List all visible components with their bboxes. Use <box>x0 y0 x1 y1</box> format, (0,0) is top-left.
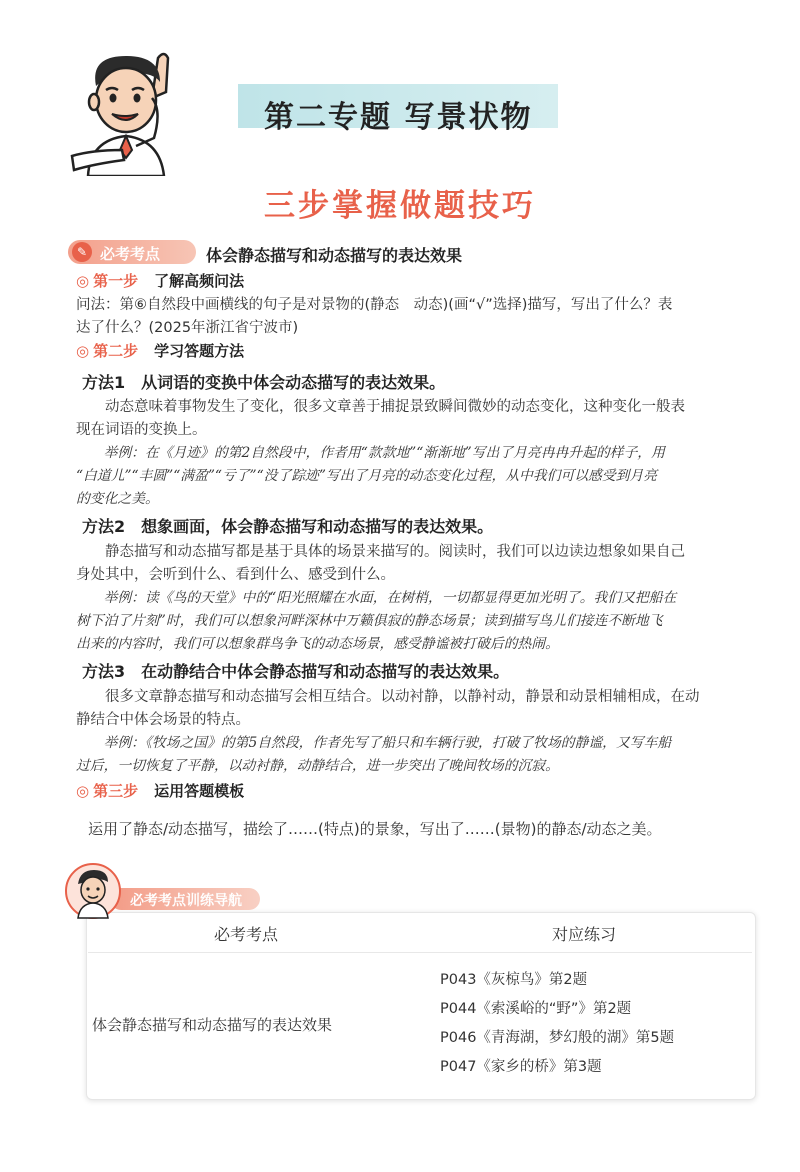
method2-heading <box>82 514 493 537</box>
step3-text: 运用答题模板 <box>154 782 245 800</box>
method2-number: 方法2 <box>82 517 126 536</box>
question-line-1: 问法：第⑥自然段中画横线的句子是对景物的(静态 动态)(画“√”选择)描写，写出了什么？表 <box>76 297 673 313</box>
method1-para-line-2: 现在词语的变换上。 <box>76 422 207 438</box>
step1-heading <box>76 270 244 291</box>
method1-heading <box>82 370 445 393</box>
page-title: 第二专题 写景状物 <box>264 100 533 135</box>
step3-bullet-icon: ◎ <box>76 782 90 800</box>
table-header-divider <box>88 952 752 953</box>
method1-number: 方法1 <box>82 373 126 392</box>
practice-item: P044《索溪峪的“野”》第2题 <box>440 1001 632 1017</box>
boy-mascot-small-illustration <box>64 862 122 920</box>
step3-heading <box>76 780 244 801</box>
method3-number: 方法3 <box>82 662 126 681</box>
method3-para-line-1: 很多文章静态描写和动态描写会相互结合。以动衬静，以静衬动，静景和动景相辅相成，在动 <box>76 689 700 705</box>
table-key-point-cell: 体会静态描写和动态描写的表达效果 <box>92 1016 333 1034</box>
method3-heading <box>82 659 509 682</box>
practice-item: P047《家乡的桥》第3题 <box>440 1059 602 1075</box>
answer-template: 运用了静态/动态描写，描绘了……(特点)的景象，写出了……(景物)的静态/动态之美。 <box>88 820 662 838</box>
col-header-key-point: 必考考点 <box>214 925 279 944</box>
step2-bullet-icon: ◎ <box>76 342 90 360</box>
method3-title: 在动静结合中体会静态描写和动态描写的表达效果。 <box>141 662 510 681</box>
step1-text: 了解高频问法 <box>154 272 245 290</box>
training-nav-table <box>86 912 756 1100</box>
method3-example-line-2: 过后，一切恢复了平静，以动衬静，动静结合，进一步突出了晚间牧场的沉寂。 <box>76 758 559 774</box>
method2-title: 想象画面，体会静态描写和动态描写的表达效果。 <box>141 517 494 536</box>
method3-example-line-1: 举例：《牧场之国》的第5自然段，作者先写了船只和车辆行驶，打破了牧场的静谧，又写车船 <box>76 735 672 751</box>
method1-title: 从词语的变换中体会动态描写的表达效果。 <box>141 373 446 392</box>
col-header-practice: 对应练习 <box>552 925 617 944</box>
boy-mascot-illustration <box>66 48 196 176</box>
method1-example-line-3: 的变化之美。 <box>76 491 159 507</box>
method1-example-line-1: 举例：在《月迹》的第2自然段中，作者用“款款地”“渐渐地”写出了月亮冉冉升起的样子，用 <box>76 445 665 461</box>
step2-heading <box>76 340 244 361</box>
pencil-icon: ✎ <box>72 242 92 262</box>
key-point-text: 体会静态描写和动态描写的表达效果 <box>206 246 463 265</box>
practice-item: P043《灰椋鸟》第2题 <box>440 972 588 988</box>
key-point-badge-label: 必考考点 <box>100 245 161 263</box>
method2-example-line-2: 树下泊了片刻”时，我们可以想象河畔深林中万籁俱寂的静态场景；读到描写鸟儿们接连不断地飞 <box>76 613 663 629</box>
step3-label: 第三步 <box>93 782 139 800</box>
step2-text: 学习答题方法 <box>154 342 245 360</box>
method2-para-line-1: 静态描写和动态描写都是基于具体的场景来描写的。阅读时，我们可以边读边想象如果自己 <box>76 544 685 560</box>
method1-para-line-1: 动态意味着事物发生了变化，很多文章善于捕捉景致瞬间微妙的动态变化，这种变化一般表 <box>76 399 685 415</box>
training-nav-badge-label: 必考考点训练导航 <box>130 893 242 909</box>
section-subtitle: 三步掌握做题技巧 <box>264 188 536 224</box>
question-line-2: 达了什么？(2025年浙江省宁波市) <box>76 320 299 336</box>
step1-bullet-icon: ◎ <box>76 272 90 290</box>
method2-example-line-3: 出来的内容时，我们可以想象群鸟争飞的动态场景，感受静谧被打破后的热闹。 <box>76 636 559 652</box>
method3-para-line-2: 静结合中体会场景的特点。 <box>76 712 250 728</box>
method1-example-line-2: “白道儿”“丰圆”“满盈”“亏了”“没了踪迹”写出了月亮的动态变化过程，从中我们可以感受到月亮 <box>76 468 658 484</box>
method2-para-line-2: 身处其中，会听到什么、看到什么、感受到什么。 <box>76 567 395 583</box>
step1-label: 第一步 <box>93 272 139 290</box>
practice-item: P046《青海湖，梦幻般的湖》第5题 <box>440 1030 675 1046</box>
step2-label: 第二步 <box>93 342 139 360</box>
method2-example-line-1: 举例：读《鸟的天堂》中的“阳光照耀在水面，在树梢，一切都显得更加光明了。我们又把船在 <box>76 590 677 606</box>
